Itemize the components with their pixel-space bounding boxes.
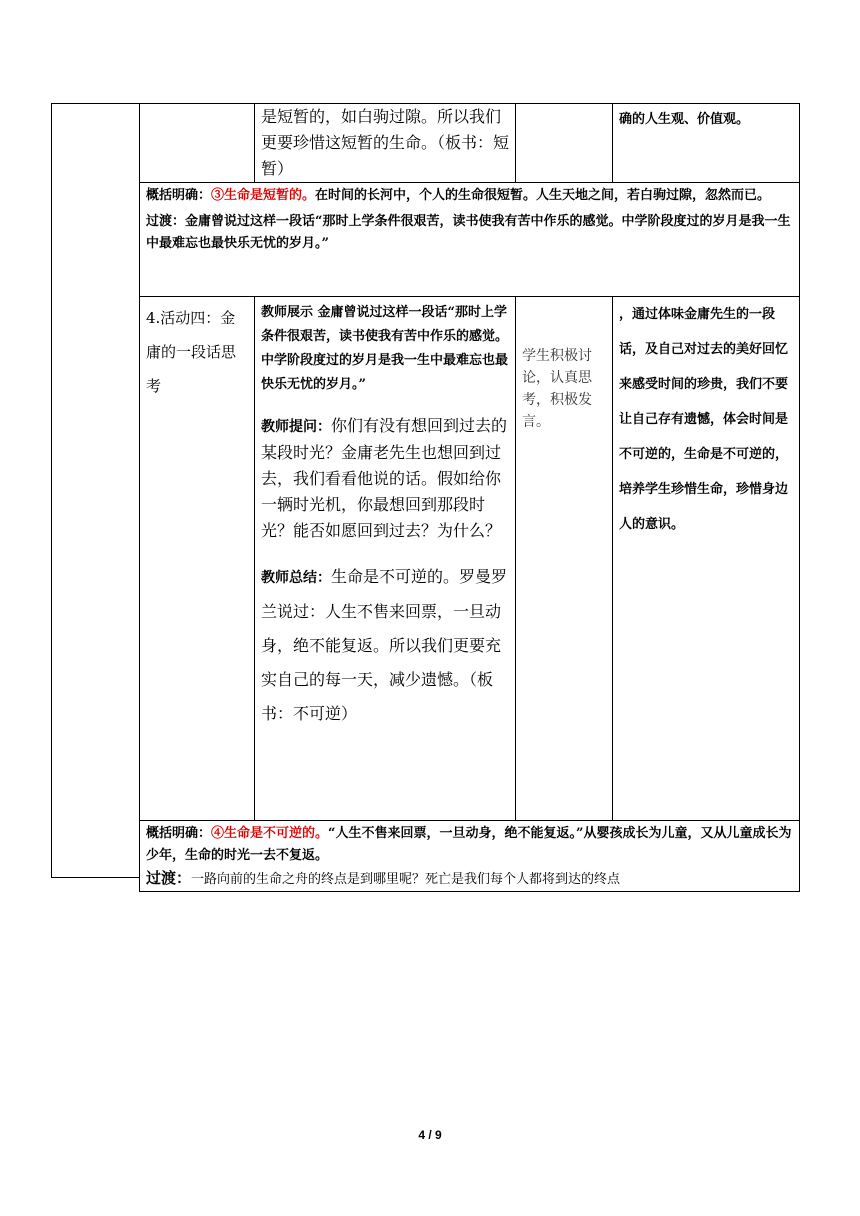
summary2-transition [146, 867, 793, 891]
summary1-highlight: ③生命是短暂的。 [211, 188, 316, 203]
teacher-conclusion-label: 教师总结： [261, 570, 331, 586]
summary1-cell [140, 183, 800, 297]
top-row-col3-cell [516, 104, 613, 183]
activity-teacher-cell [255, 297, 516, 821]
teacher-show-label: 教师展示 [261, 305, 314, 320]
teacher-question-text: 你们有没有想回到过去的某段时光？金庸老先生也想回到过去，我们看看他说的话。假如给你一辆时光机，你最想回到那段时光？能否如愿回到过去？为什么？ [261, 416, 508, 540]
teacher-question-label: 教师提问： [261, 419, 331, 435]
activity-student-cell [516, 297, 613, 821]
top-row-intent-text: 确的人生观、价值观。 [619, 112, 750, 127]
summary2-highlight: ④生命是不可逆的。 [211, 826, 329, 841]
summary2-paragraph [146, 823, 793, 867]
lesson-plan-table [139, 103, 800, 892]
activity-intent-cell [613, 297, 800, 821]
top-row-col2-cell [255, 104, 516, 183]
top-row-col4-cell [613, 104, 800, 183]
activity-intent-text: ，通过体味金庸先生的一段话，及自己对过去的美好回忆来感受时间的珍贵，我们不要让自己存有遗憾，体会时间是不可逆的，生命是不可逆的，培养学生珍惜生命，珍惜身边人的意识。 [619, 307, 789, 532]
teacher-conclusion-text: 生命是不可逆的。罗曼罗兰说过：人生不售来回票，一旦动身，绝不能复返。所以我们更要充实自己的每一天，减少遗憾。（板书：不可逆） [261, 567, 508, 723]
table-row-activity4 [140, 297, 800, 821]
table-row-summary1 [140, 183, 800, 297]
teacher-question-block [261, 413, 509, 544]
summary2-label: 概括明确： [146, 826, 212, 841]
top-row-teacher-text: 是短暂的，如白驹过隙。所以我们更要珍惜这短暂的生命。（板书：短暂） [261, 107, 510, 178]
summary1-transition-label: 过渡： [146, 214, 186, 229]
summary2-transition-label: 过渡： [146, 869, 192, 887]
summary1-paragraph [146, 185, 793, 207]
table-row-top [140, 104, 800, 183]
summary2-transition-text: 一路向前的生命之舟的终点是到哪里呢？死亡是我们每个人都将到达的终点 [191, 872, 621, 887]
summary1-label: 概括明确： [146, 188, 212, 203]
teacher-show-block [261, 301, 509, 397]
student-activity-text: 学生积极讨论，认真思考，积极发言。 [522, 348, 592, 430]
table-row-summary2 [140, 821, 800, 892]
activity-name: 4.活动四：金庸的一段话思考 [146, 309, 237, 395]
summary2-text: “人生不售来回票，一旦动身，绝不能复返。”从婴孩成长为儿童，又从儿童成长为少年，生命的时光一去不复返。 [146, 826, 792, 863]
summary1-transition-text: 金庸曾说过这样一段话“那时上学条件很艰苦，读书使我有苦中作乐的感觉。中学阶段度过的岁月是我一生中最难忘也最快乐无忧的岁月。” [146, 214, 791, 251]
activity-name-cell [140, 297, 255, 821]
page-number: 4 / 9 [418, 1128, 442, 1142]
teacher-show-text: 金庸曾说过这样一段话“那时上学条件很艰苦，读书使我有苦中作乐的感觉。中学阶段度过的岁月是我一生中最难忘也最快乐无忧的岁月。” [261, 305, 509, 392]
top-row-col1-cell [140, 104, 255, 183]
outer-left-column [51, 103, 139, 878]
teacher-conclusion-block [261, 560, 509, 731]
summary1-transition [146, 211, 793, 255]
summary1-text: 在时间的长河中，个人的生命很短暂。人生天地之间，若白驹过隙，忽然而已。 [315, 188, 771, 203]
summary2-cell [140, 821, 800, 892]
